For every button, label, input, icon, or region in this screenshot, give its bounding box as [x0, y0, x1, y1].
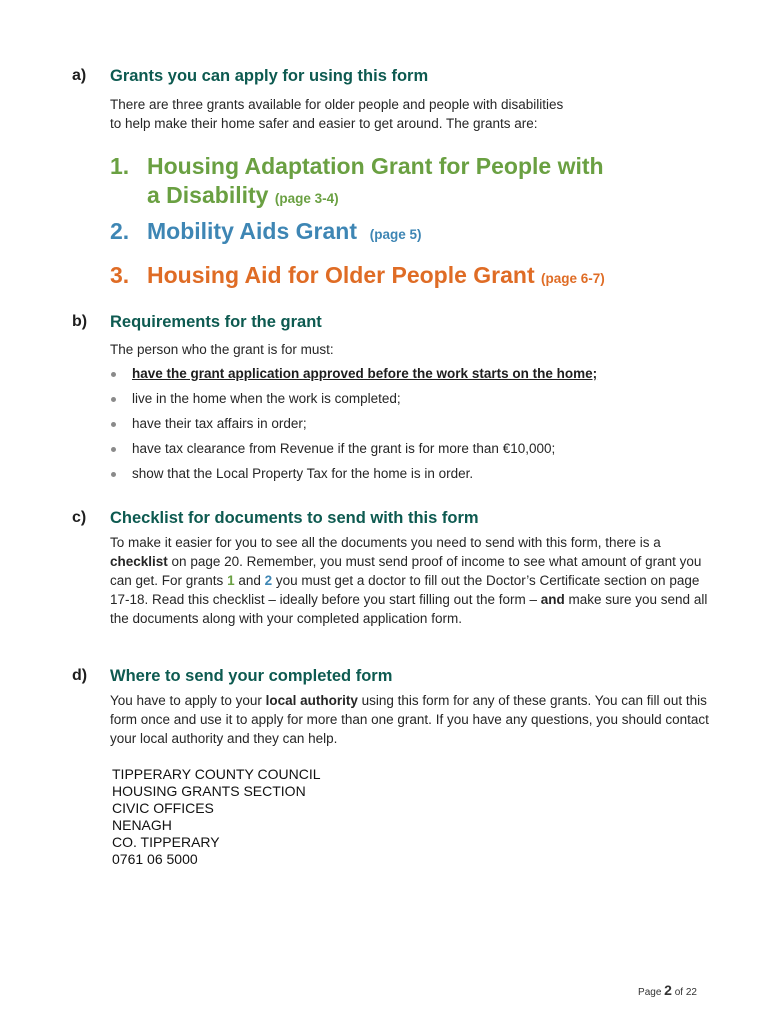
grant-1-ref: 1: [227, 573, 235, 588]
bullet-icon: [111, 397, 116, 402]
grant-2-pages: (page 5): [369, 227, 422, 242]
grant-1-number: 1.: [110, 153, 130, 179]
grant-3: [110, 261, 605, 293]
section-c-body: To make it easier for you to see all the documents you need to send with this form, there is a checklist on page 20. Remember, you must send proof of income to see what amount of grant you can get. For grants 1 and 2 you must get a doctor to fill out the Doctor’s Certificate section on page 17-18. Read this checklist – ideally before you start filling out the form – and make sure you send all the documents along with your completed application form.: [110, 535, 708, 626]
section-d-letter: d): [72, 667, 88, 684]
grant-1: [110, 152, 604, 213]
bullet-icon: [111, 422, 116, 427]
section-a-heading: Grants you can apply for using this form: [110, 67, 429, 85]
grant-1-pages: (page 3-4): [274, 191, 339, 206]
grant-1-title-line1: Housing Adaptation Grant for People with: [147, 153, 604, 179]
bullet-icon: [111, 472, 116, 477]
bullet-icon: [111, 372, 116, 377]
list-item: have their tax affairs in order;: [110, 414, 710, 439]
section-c-letter: c): [72, 509, 87, 526]
list-item: have the grant application approved before the work starts on the home;: [110, 364, 710, 389]
section-b-intro: The person who the grant is for must:: [110, 342, 334, 357]
grant-1-title-line2: a Disability: [147, 182, 269, 208]
address-line: HOUSING GRANTS SECTION: [112, 783, 306, 799]
requirements-list: [110, 364, 710, 489]
local-authority-emphasis: local authority: [265, 693, 358, 708]
section-b-letter: b): [72, 313, 88, 330]
list-item: live in the home when the work is completed;: [110, 389, 710, 414]
grant-2: [110, 217, 422, 249]
grant-2-title: Mobility Aids Grant: [147, 218, 357, 244]
address-line: TIPPERARY COUNTY COUNCIL: [112, 766, 321, 782]
page-word: Page: [638, 987, 662, 998]
address-line: CIVIC OFFICES: [112, 800, 214, 816]
bullet-icon: [111, 447, 116, 452]
grant-3-number: 3.: [110, 262, 130, 288]
page-number: 2: [664, 982, 672, 998]
phone-number: 0761 06 5000: [112, 851, 198, 867]
section-a-intro-line1: There are three grants available for older people and people with disabilities: [110, 97, 564, 112]
section-b-heading: Requirements for the grant: [110, 313, 322, 331]
grant-3-pages: (page 6-7): [541, 271, 605, 286]
section-c-heading: Checklist for documents to send with this form: [110, 509, 479, 527]
section-a-intro: [110, 95, 710, 133]
section-a-intro-line2: to help make their home safer and easier to get around. The grants are:: [110, 116, 538, 131]
council-address: [112, 766, 321, 868]
page-total: of 22: [674, 987, 697, 998]
grant-2-ref: 2: [264, 573, 273, 588]
list-item: show that the Local Property Tax for the home is in order.: [110, 464, 710, 489]
section-a-letter: a): [72, 67, 87, 84]
checklist-emphasis: checklist: [110, 554, 168, 569]
section-d-body: You have to apply to your local authority using this form for any of these grants. You can fill out this form once and use it to apply for more than one grant. If you have any questions, you should contact your local authority and they can help.: [110, 693, 709, 746]
and-emphasis: and: [540, 592, 565, 607]
list-item: have tax clearance from Revenue if the grant is for more than €10,000;: [110, 439, 710, 464]
grant-2-number: 2.: [110, 218, 130, 244]
address-line: NENAGH: [112, 817, 172, 833]
page-footer: [638, 982, 697, 998]
address-line: CO. TIPPERARY: [112, 834, 220, 850]
grant-3-title: Housing Aid for Older People Grant: [147, 262, 535, 288]
section-d-heading: Where to send your completed form: [110, 667, 393, 685]
